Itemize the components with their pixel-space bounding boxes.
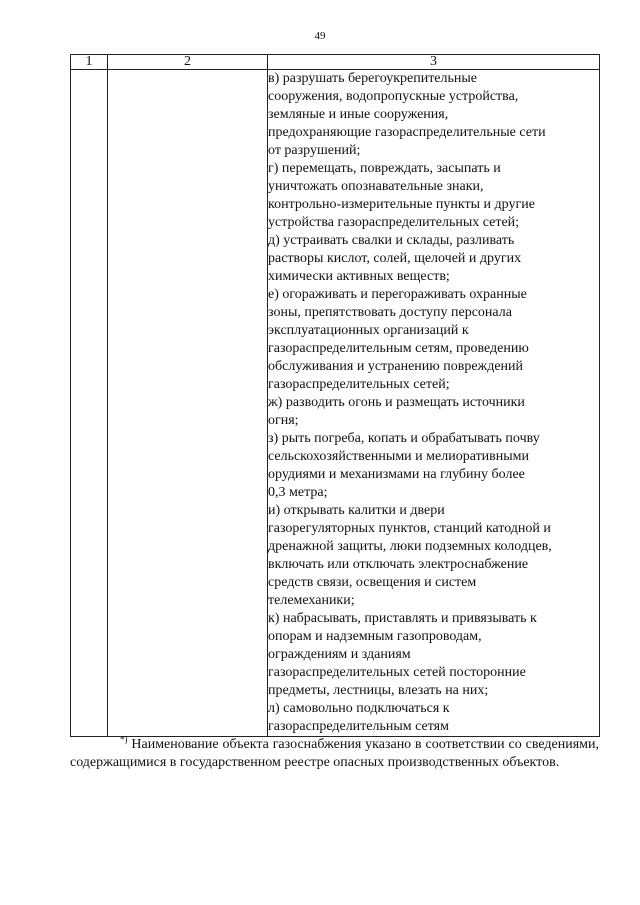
prohibition-item-l: л) самовольно подключаться к газораспределительным сетям	[268, 701, 450, 734]
footnote	[70, 736, 599, 772]
page-number: 49	[314, 30, 326, 42]
prohibition-item-e: е) огораживать и перегораживать охранные зоны, препятствовать доступу персонала эксплуатационных организаций к газораспределительным сетям, проведению обслуживания и устранению повреждений газораспределительных сетей;	[268, 287, 529, 392]
prohibition-item-z: з) рыть погреба, копать и обрабатывать почву сельскохозяйственными и мелиоративными орудиями и механизмами на глубину более 0,3 метра;	[268, 431, 540, 500]
prohibition-item-d: д) устраивать свалки и склады, разливать растворы кислот, солей, щелочей и других химически активных веществ;	[268, 233, 522, 284]
prohibition-item-v: в) разрушать берегоукрепительные сооружения, водопропускные устройства, земляные и иные сооружения, предохраняющие газораспределительные сети от разрушений;	[268, 71, 546, 158]
prohibition-item-zh: ж) разводить огонь и размещать источники огня;	[268, 395, 525, 428]
table-header-row	[71, 55, 600, 70]
column-header-1: 1	[71, 55, 108, 70]
table-row	[71, 70, 600, 737]
table-cell-col-2	[108, 70, 268, 737]
prohibition-item-i: и) открывать калитки и двери газорегуляторных пунктов, станций катодной и дренажной защиты, люки подземных колодцев, включать или отключать электроснабжение средств связи, освещения и систем телемеханики;	[268, 503, 552, 608]
footnote-text: Наименование объекта газоснабжения указано в соответствии со сведениями, содержащимися в государственном реестре опасных производственных объектов.	[70, 737, 599, 770]
prohibition-item-k: к) набрасывать, приставлять и привязывать к опорам и надземным газопроводам, ограждениям и зданиям газораспределительных сетей посторонние предметы, лестницы, влезать на них;	[268, 611, 537, 698]
footnote-marker: *)	[120, 734, 128, 745]
requirements-table	[70, 54, 600, 737]
column-header-2: 2	[108, 55, 268, 70]
table-cell-col-1	[71, 70, 108, 737]
table-cell-col-3	[268, 70, 600, 737]
prohibition-item-g: г) перемещать, повреждать, засыпать и уничтожать опознавательные знаки, контрольно-измерительные пункты и другие устройства газораспределительных сетей;	[268, 161, 535, 230]
column-header-3: 3	[268, 55, 600, 70]
